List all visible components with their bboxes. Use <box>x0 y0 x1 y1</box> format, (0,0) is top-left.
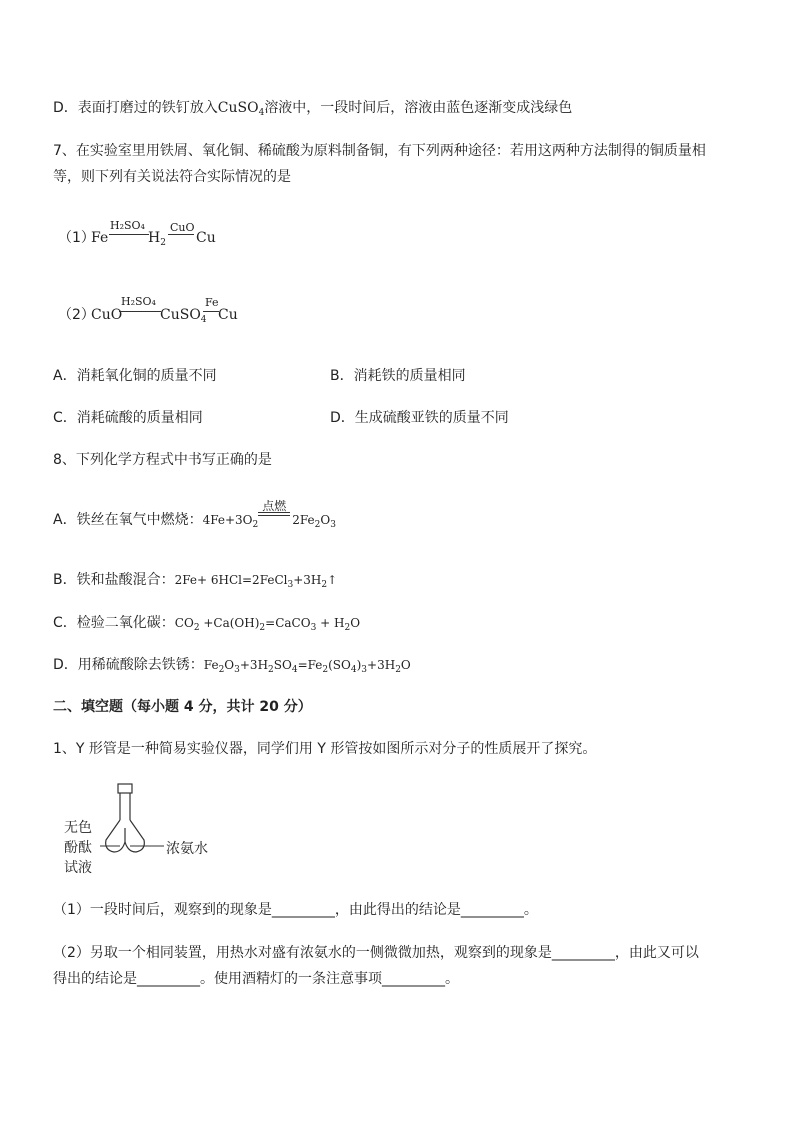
q7-route-2 <box>58 294 278 334</box>
arrow1 <box>119 311 161 312</box>
q8-option-b: B．铁和盐酸混合：$2Fe+ 6HCl=2FeCl_3+3H_2↑$ <box>53 572 338 590</box>
arrow2 <box>203 311 219 312</box>
fill1-question-1: （1）一段时间后，观察到的现象是_________，由此得出的结论是_________。 <box>53 902 538 918</box>
label-phenolphthalein-1: 无色 <box>64 820 92 836</box>
fill1-question-2-line2: 得出的结论是_________。使用酒精灯的一条注意事项_________。 <box>53 971 459 987</box>
route-number: （2） <box>58 307 95 323</box>
equation: $CO_2$ $+Ca(OH)_2=CaCO_3 + H_2O$ <box>174 616 361 633</box>
route-start: Fe <box>91 230 109 246</box>
reaction-condition: 点燃 <box>258 510 292 524</box>
formula: CuSO$_4$ <box>217 100 265 118</box>
q7-option-d: D．生成硫酸亚铁的质量不同 <box>330 410 509 426</box>
equation-left: $4Fe+3O_2$ <box>202 513 259 530</box>
equation: $Fe_2O_3+3H_2SO_4=Fe_2(SO_4)_3+3H_2O$ <box>203 658 411 675</box>
arrow1-condition: H₂SO₄ <box>121 295 156 308</box>
q7-route-1 <box>58 216 258 256</box>
route-end: Cu <box>218 307 238 323</box>
route-mid: $H_2$ <box>148 230 166 248</box>
label-ammonia: 浓氨水 <box>166 841 208 857</box>
option-label: D． <box>53 100 78 116</box>
arrow2-condition: CuO <box>170 221 195 234</box>
option-text: 表面打磨过的铁钉放入 <box>77 100 218 116</box>
equation-right: $2Fe_2O_3$ <box>292 513 336 530</box>
q6-option-d <box>53 98 572 118</box>
fill1-stem: 1、Y 形管是一种简易实验仪器，同学们用 Y 形管按如图所示对分子的性质展开了探究。 <box>53 741 597 757</box>
arrow2-condition: Fe <box>205 296 219 309</box>
option-text-end: 溶液中，一段时间后，溶液由蓝色逐渐变成浅绿色 <box>264 100 573 116</box>
q8-option-c: C．检验二氧化碳：$CO_2$ $+Ca(OH)_2=CaCO_3 + H_2O$ <box>53 615 361 633</box>
arrow1-condition: H₂SO₄ <box>110 219 145 232</box>
q8-option-a: A．铁丝在氧气中燃烧：$4Fe+3O_2$ 点燃 $2Fe_2O_3$ <box>53 499 336 530</box>
q7-option-b: B．消耗铁的质量相同 <box>330 368 466 384</box>
q7-option-a: A．消耗氧化铜的质量不同 <box>53 368 217 384</box>
route-end: Cu <box>196 230 216 246</box>
arrow2 <box>168 234 194 235</box>
label-phenolphthalein-3: 试液 <box>64 860 92 876</box>
q8-stem: 8、下列化学方程式中书写正确的是 <box>53 452 272 468</box>
section-title: 二、填空题（每小题 4 分，共计 20 分） <box>53 699 312 715</box>
q7-option-c: C．消耗硫酸的质量相同 <box>53 410 203 426</box>
label-phenolphthalein-2: 酚酞 <box>64 840 92 856</box>
route-number: （1） <box>58 230 95 246</box>
route-mid: CuSO$_4$ <box>160 307 207 325</box>
equation: $2Fe+ 6HCl=2FeCl_3+3H_2↑$ <box>174 573 338 590</box>
fill1-question-2-line1: （2）另取一个相同装置，用热水对盛有浓氨水的一侧微微加热，观察到的现象是_________，由此又可以 <box>53 945 699 961</box>
q8-option-d: D．用稀硫酸除去铁锈：$Fe_2O_3+3H_2SO_4=Fe_2(SO_4)_3+3H_2O$ <box>53 657 411 675</box>
q7-stem-line1: 7、在实验室里用铁屑、氧化铜、稀硫酸为原料制备铜，有下列两种途径：若用这两种方法制得的铜质量相 <box>53 143 706 159</box>
y-tube-diagram <box>60 780 230 880</box>
arrow1 <box>109 234 149 235</box>
route-start: CuO <box>91 307 123 323</box>
q7-stem-line2: 等，则下列有关说法符合实际情况的是 <box>53 169 291 185</box>
